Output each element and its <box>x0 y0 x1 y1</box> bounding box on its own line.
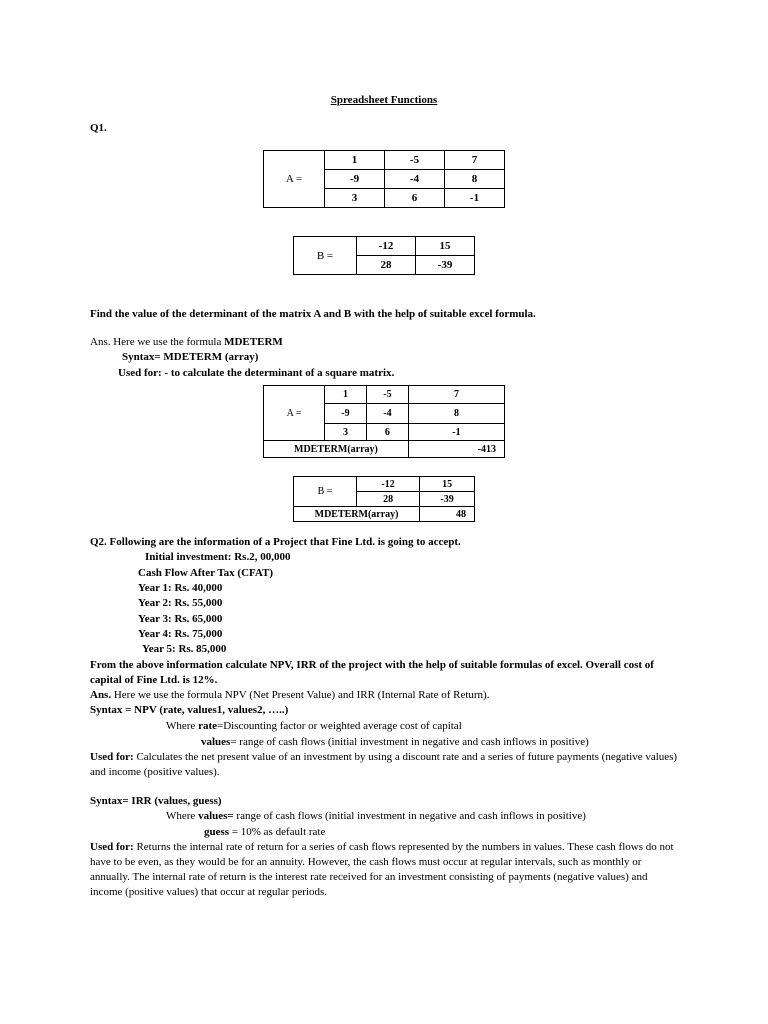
matrix-cell: -4 <box>366 404 408 424</box>
where-prefix: Where <box>166 810 199 822</box>
used-for-text: Calculates the net present value of an investment by using a discount rate and a series of future payments (negative values) and income (positive values). <box>90 751 678 778</box>
irr-values-definition <box>166 809 586 824</box>
q2-year: Year 1: Rs. 40,000 <box>138 582 223 594</box>
matrix-cell: -1 <box>445 189 505 208</box>
matrix-cell: 15 <box>420 477 475 492</box>
result-b-label: B = <box>294 477 357 507</box>
matrix-cell: 28 <box>357 256 416 275</box>
q2-answer <box>90 688 489 703</box>
npv-used-for <box>90 750 680 780</box>
q2-heading: Q2. Following are the information of a Project that Fine Ltd. is going to accept. <box>90 536 461 548</box>
irr-used-for <box>90 840 680 900</box>
q2-year: Year 4: Rs. 75,000 <box>138 628 223 640</box>
matrix-cell: -1 <box>408 424 504 441</box>
values-term: values= <box>198 810 234 822</box>
matrix-a-label: A = <box>264 151 325 208</box>
q2-question: From the above information calculate NPV, IRR of the project with the help of suitable formulas of excel. Overall cost of capital of Fine Ltd. is 12%. <box>90 659 654 686</box>
mdeterm-label: MDETERM(array) <box>294 507 420 522</box>
answer-formula: MDETERM <box>224 336 283 348</box>
irr-syntax: Syntax= IRR (values, guess) <box>90 795 222 807</box>
matrix-cell: -12 <box>357 477 420 492</box>
values-term: values <box>201 736 231 748</box>
irr-guess-definition <box>204 825 325 840</box>
result-a-table <box>263 385 505 458</box>
determinant-value: -413 <box>408 441 504 458</box>
values-desc: range of cash flows (initial investment in negative and cash inflows in positive) <box>233 810 586 822</box>
matrix-cell: -4 <box>385 170 445 189</box>
q1-syntax: Syntax= MDETERM (array) <box>122 351 259 363</box>
q1-question: Find the value of the determinant of the matrix A and B with the help of suitable excel formula. <box>90 308 536 320</box>
rate-desc: =Discounting factor or weighted average cost of capital <box>217 720 462 732</box>
values-desc: = range of cash flows (initial investment in negative and cash inflows in positive) <box>230 736 589 748</box>
mdeterm-label: MDETERM(array) <box>264 441 409 458</box>
rate-term: rate <box>198 720 217 732</box>
q2-year: Year 5: Rs. 85,000 <box>142 643 227 655</box>
used-for-label: Used for: <box>90 751 134 763</box>
q1-used-for: Used for: - to calculate the determinant of a square matrix. <box>118 367 395 379</box>
matrix-cell: 15 <box>416 237 475 256</box>
matrix-cell: -9 <box>325 404 367 424</box>
matrix-cell: 8 <box>408 404 504 424</box>
npv-syntax: Syntax = NPV (rate, values1, values2, …..) <box>90 704 289 716</box>
answer-label: Ans. <box>90 689 112 701</box>
q2-year: Year 2: Rs. 55,000 <box>138 597 223 609</box>
q2-initial-investment: Initial investment: Rs.2, 00,000 <box>145 551 291 563</box>
q1-label: Q1. <box>90 122 107 134</box>
guess-desc: = 10% as default rate <box>229 826 326 838</box>
where-prefix: Where <box>166 720 199 732</box>
matrix-cell: -12 <box>357 237 416 256</box>
matrix-cell: 1 <box>325 386 367 404</box>
matrix-cell: -5 <box>385 151 445 170</box>
matrix-cell: 3 <box>325 189 385 208</box>
used-for-label: Used for: <box>90 841 134 853</box>
matrix-cell: 7 <box>408 386 504 404</box>
q1-answer <box>90 335 283 350</box>
matrix-cell: -9 <box>325 170 385 189</box>
matrix-cell: 7 <box>445 151 505 170</box>
result-a-label: A = <box>264 386 325 441</box>
determinant-value: 48 <box>420 507 475 522</box>
matrix-b-table <box>293 236 475 275</box>
npv-rate-definition <box>166 719 462 734</box>
answer-text: Here we use the formula NPV (Net Present Value) and IRR (Internal Rate of Return). <box>111 689 490 701</box>
answer-prefix: Ans. Here we use the formula <box>90 336 225 348</box>
matrix-a-table <box>263 150 505 208</box>
matrix-cell: 28 <box>357 492 420 507</box>
matrix-cell: 8 <box>445 170 505 189</box>
guess-term: guess <box>204 826 230 838</box>
result-b-table <box>293 476 475 522</box>
matrix-b-label: B = <box>294 237 357 275</box>
matrix-cell: 1 <box>325 151 385 170</box>
matrix-cell: -39 <box>416 256 475 275</box>
npv-values-definition <box>201 735 589 750</box>
used-for-text: Returns the internal rate of return for a series of cash flows represented by the numbers in values. These cash flows do not have to be even, as they would be for an annuity. However, the cash flows must occur at regular intervals, such as monthly or annually. The internal rate of return is the interest rate received for an investment consisting of payments (negative values) and income (positive values) that occur at regular periods. <box>90 841 674 898</box>
q2-year: Year 3: Rs. 65,000 <box>138 613 223 625</box>
matrix-cell: 6 <box>366 424 408 441</box>
q2-cfat: Cash Flow After Tax (CFAT) <box>138 567 274 579</box>
matrix-cell: 3 <box>325 424 367 441</box>
matrix-cell: -39 <box>420 492 475 507</box>
page-title: Spreadsheet Functions <box>330 94 438 106</box>
matrix-cell: -5 <box>366 386 408 404</box>
matrix-cell: 6 <box>385 189 445 208</box>
